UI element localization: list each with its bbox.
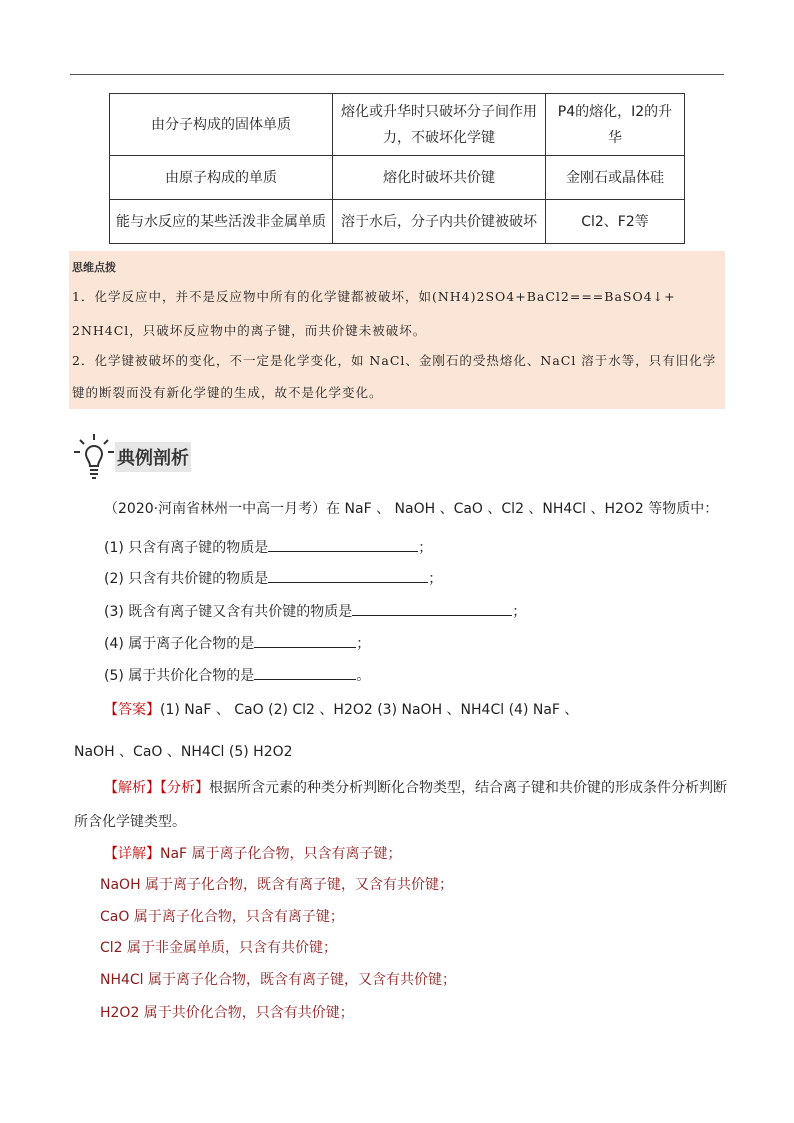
header-rule	[70, 74, 724, 75]
tip-paragraph: 2NH4Cl，只破坏反应物中的离子键，而共价键未被破坏。	[72, 323, 427, 338]
lightbulb-icon	[72, 432, 116, 482]
analysis-line: 【解析】【分析】根据所含元素的种类分析判断化合物类型，结合离子键和共价键的形成条件分析判断	[104, 780, 727, 796]
answer-line: 【答案】(1) NaF 、 CaO (2) Cl2 、H2O2 (3) NaOH 、NH4Cl (4) NaF 、	[104, 702, 579, 718]
detail-line: H2O2 属于共价化合物，只含有共价键；	[100, 1005, 354, 1021]
section-title: 典例剖析	[115, 442, 191, 472]
answer-line: NaOH 、CaO 、NH4Cl (5) H2O2	[74, 744, 293, 760]
table-row	[110, 156, 685, 200]
analysis-label: 【解析】【分析】	[104, 780, 209, 796]
table-cell: 能与水反应的某些活泼非金属单质	[110, 200, 333, 244]
tip-paragraph: 1．化学反应中，并不是反应物中所有的化学键都被破坏，如(NH4)2SO4+BaCl2===BaSO4↓+	[72, 289, 676, 304]
table-cell: 由分子构成的固体单质	[110, 94, 333, 156]
table-cell: 熔化或升华时只破坏分子间作用 力，不破坏化学键	[333, 94, 546, 156]
detail-line: NaOH 属于离子化合物，既含有离子键，又含有共价键；	[100, 877, 454, 893]
tip-title: 思维点拨	[72, 261, 116, 274]
detail-line: Cl2 属于非金属单质，只含有共价键；	[100, 940, 338, 956]
question-item: (4) 属于离子化合物的是 ；	[104, 633, 370, 654]
detail-line: CaO 属于离子化合物，只含有离子键；	[100, 909, 344, 925]
analysis-line: 所含化学键类型。	[74, 814, 186, 830]
tip-paragraph: 键的断裂而没有新化学键的生成，故不是化学变化。	[72, 385, 383, 400]
question-stem: （2020·河南省林州一中高一月考）在 NaF 、 NaOH 、CaO 、Cl2 、NH4Cl 、H2O2 等物质中：	[104, 501, 719, 517]
table-cell: 溶于水后，分子内共价键被破坏	[333, 200, 546, 244]
table-cell: P4的熔化，I2的升华	[546, 94, 685, 156]
table-cell: 金刚石或晶体硅	[546, 156, 685, 200]
bond-table	[109, 93, 685, 244]
detail-line: 【详解】NaF 属于离子化合物，只含有离子键；	[104, 846, 402, 862]
table-row	[110, 200, 685, 244]
table-row	[110, 94, 685, 156]
detail-label: 【详解】	[104, 846, 160, 862]
question-item: (5) 属于共价化合物的是 。	[104, 665, 370, 686]
detail-line: NH4Cl 属于离子化合物，既含有离子键，又含有共价键；	[100, 972, 457, 988]
answer-label: 【答案】	[104, 702, 160, 718]
question-item: (3) 既含有离子键又含有共价键的物质是 ；	[104, 601, 526, 622]
table-cell: 熔化时破坏共价键	[333, 156, 546, 200]
table-cell: 由原子构成的单质	[110, 156, 333, 200]
question-item: (1) 只含有离子键的物质是 ；	[104, 537, 432, 558]
tip-box	[69, 251, 725, 409]
table-cell: Cl2、F2等	[546, 200, 685, 244]
question-item: (2) 只含有共价键的物质是 ；	[104, 568, 442, 589]
tip-paragraph: 2．化学键被破坏的变化，不一定是化学变化，如 NaCl、金刚石的受热熔化、NaCl 溶于水等，只有旧化学	[72, 353, 717, 368]
